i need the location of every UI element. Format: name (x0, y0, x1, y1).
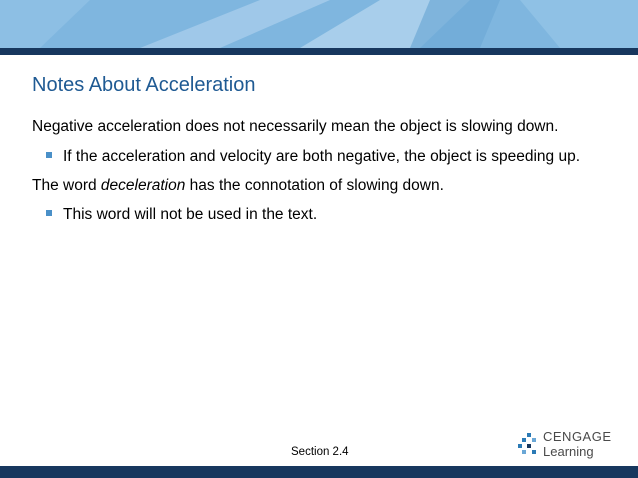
slide-title: Notes About Acceleration (32, 74, 256, 96)
bullet-item-2 (46, 206, 317, 224)
para2-text: The word (32, 177, 101, 194)
banner-decoration (0, 0, 638, 48)
logo-mark-icon (517, 432, 541, 458)
para2-text-end: has the connotation of slowing down. (185, 177, 444, 194)
bullet-text: If the acceleration and velocity are both negative, the object is speeding up. (63, 148, 581, 165)
paragraph-1: Negative acceleration does not necessarily mean the object is slowing down. (32, 118, 559, 135)
cengage-logo (517, 428, 617, 462)
logo-text: CENGAGE (543, 429, 612, 444)
bullet-square-icon (46, 152, 52, 158)
paragraph-2 (32, 177, 444, 195)
footer-bar (0, 466, 638, 478)
emphasis-deceleration: deceleration (100, 177, 186, 194)
logo-text: Learning (543, 444, 594, 459)
header-rule (0, 48, 638, 55)
bullet-square-icon (46, 210, 52, 216)
bullet-item-1 (46, 148, 580, 166)
bullet-text: This word will not be used in the text. (63, 206, 318, 223)
header-banner (0, 0, 638, 48)
section-label: Section 2.4 (291, 446, 349, 458)
